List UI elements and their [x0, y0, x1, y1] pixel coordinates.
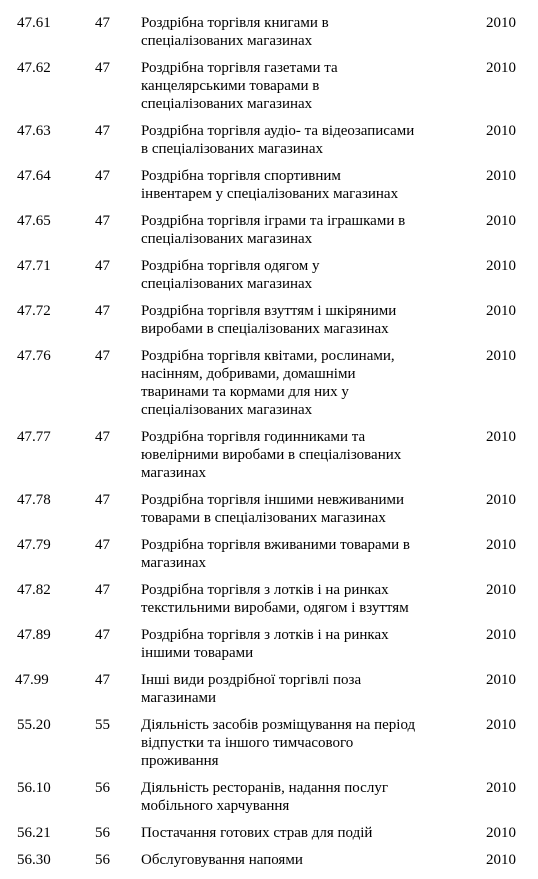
section-number: 55: [95, 717, 110, 733]
description-line: насінням, добривами, домашніми: [141, 366, 356, 382]
year: 2010: [486, 348, 516, 364]
description-line: проживання: [141, 753, 219, 769]
activity-description: [141, 167, 476, 203]
year: 2010: [486, 672, 516, 688]
description-line: Роздрібна торгівля газетами та: [141, 60, 338, 76]
activity-code: 47.99: [15, 672, 49, 688]
activity-code: 47.72: [17, 303, 51, 319]
description-line: Роздрібна торгівля квітами, рослинами,: [141, 348, 395, 364]
section-number: 47: [95, 492, 110, 508]
activity-code: 47.64: [17, 168, 51, 184]
year: 2010: [486, 15, 516, 31]
description-line: текстильними виробами, одягом і взуттям: [141, 600, 409, 616]
description-line: Обслуговування напоями: [141, 852, 303, 868]
activity-description: [141, 851, 476, 869]
activity-description: [141, 671, 476, 707]
activity-code: 56.30: [17, 852, 51, 868]
description-line: іншими товарами: [141, 645, 254, 661]
activity-code: 47.62: [17, 60, 51, 76]
section-number: 47: [95, 15, 110, 31]
activity-code: 47.76: [17, 348, 51, 364]
section-number: 56: [95, 780, 110, 796]
activity-code: 47.63: [17, 123, 51, 139]
description-line: тваринами та кормами для них у: [141, 384, 349, 400]
description-line: Постачання готових страв для подій: [141, 825, 373, 841]
year: 2010: [486, 168, 516, 184]
activity-description: [141, 716, 476, 770]
year: 2010: [486, 492, 516, 508]
activity-description: [141, 347, 476, 419]
activity-description: [141, 302, 476, 338]
description-line: спеціалізованих магазинах: [141, 96, 313, 112]
section-number: 47: [95, 537, 110, 553]
activity-code: 47.77: [17, 429, 51, 445]
description-line: магазинах: [141, 555, 206, 571]
year: 2010: [486, 582, 516, 598]
description-line: спеціалізованих магазинах: [141, 231, 313, 247]
activity-description: [141, 122, 476, 158]
activity-description: [141, 626, 476, 662]
section-number: 56: [95, 825, 110, 841]
description-line: мобільного харчування: [141, 798, 290, 814]
year: 2010: [486, 852, 516, 868]
activity-code: 55.20: [17, 717, 51, 733]
description-line: спеціалізованих магазинах: [141, 402, 313, 418]
activity-code: 47.71: [17, 258, 51, 274]
section-number: 47: [95, 348, 110, 364]
section-number: 47: [95, 123, 110, 139]
description-line: Інші види роздрібної торгівлі поза: [141, 672, 362, 688]
section-number: 47: [95, 213, 110, 229]
year: 2010: [486, 429, 516, 445]
description-line: Роздрібна торгівля годинниками та: [141, 429, 366, 445]
description-line: магазинах: [141, 465, 206, 481]
activity-code: 47.89: [17, 627, 51, 643]
description-line: товарами в спеціалізованих магазинах: [141, 510, 386, 526]
year: 2010: [486, 213, 516, 229]
activity-code: 47.61: [17, 15, 51, 31]
section-number: 47: [95, 627, 110, 643]
section-number: 47: [95, 672, 110, 688]
section-number: 47: [95, 582, 110, 598]
section-number: 47: [95, 168, 110, 184]
activity-code: 47.79: [17, 537, 51, 553]
section-number: 56: [95, 852, 110, 868]
activity-description: [141, 428, 476, 482]
description-line: в спеціалізованих магазинах: [141, 141, 323, 157]
description-line: Роздрібна торгівля іграми та іграшками в: [141, 213, 406, 229]
description-line: ювелірними виробами в спеціалізованих: [141, 447, 402, 463]
section-number: 47: [95, 303, 110, 319]
activity-code: 47.82: [17, 582, 51, 598]
description-line: Роздрібна торгівля аудіо- та відеозаписами: [141, 123, 415, 139]
description-line: Роздрібна торгівля з лотків і на ринках: [141, 627, 389, 643]
description-line: Діяльність засобів розміщування на період: [141, 717, 416, 733]
description-line: Роздрібна торгівля одягом у: [141, 258, 320, 274]
description-line: канцелярськими товарами в: [141, 78, 320, 94]
activity-description: [141, 491, 476, 527]
activity-description: [141, 581, 476, 617]
year: 2010: [486, 780, 516, 796]
activity-description: [141, 824, 476, 842]
description-line: спеціалізованих магазинах: [141, 276, 313, 292]
description-line: Діяльність ресторанів, надання послуг: [141, 780, 388, 796]
activity-description: [141, 59, 476, 113]
activity-code: 56.10: [17, 780, 51, 796]
activity-description: [141, 257, 476, 293]
description-line: Роздрібна торгівля спортивним: [141, 168, 341, 184]
section-number: 47: [95, 429, 110, 445]
year: 2010: [486, 627, 516, 643]
year: 2010: [486, 123, 516, 139]
activity-code: 56.21: [17, 825, 51, 841]
activity-description: [141, 779, 476, 815]
description-line: Роздрібна торгівля іншими невживаними: [141, 492, 405, 508]
activity-description: [141, 536, 476, 572]
description-line: інвентарем у спеціалізованих магазинах: [141, 186, 399, 202]
activity-description: [141, 14, 476, 50]
year: 2010: [486, 303, 516, 319]
description-line: магазинами: [141, 690, 217, 706]
description-line: Роздрібна торгівля книгами в: [141, 15, 329, 31]
year: 2010: [486, 258, 516, 274]
description-line: Роздрібна торгівля взуттям і шкіряними: [141, 303, 397, 319]
description-line: відпустки та іншого тимчасового: [141, 735, 354, 751]
description-line: Роздрібна торгівля з лотків і на ринках: [141, 582, 389, 598]
description-line: виробами в спеціалізованих магазинах: [141, 321, 389, 337]
year: 2010: [486, 537, 516, 553]
activity-code: 47.78: [17, 492, 51, 508]
section-number: 47: [95, 258, 110, 274]
year: 2010: [486, 60, 516, 76]
description-line: спеціалізованих магазинах: [141, 33, 313, 49]
year: 2010: [486, 717, 516, 733]
activity-code: 47.65: [17, 213, 51, 229]
description-line: Роздрібна торгівля вживаними товарами в: [141, 537, 411, 553]
year: 2010: [486, 825, 516, 841]
section-number: 47: [95, 60, 110, 76]
activity-description: [141, 212, 476, 248]
